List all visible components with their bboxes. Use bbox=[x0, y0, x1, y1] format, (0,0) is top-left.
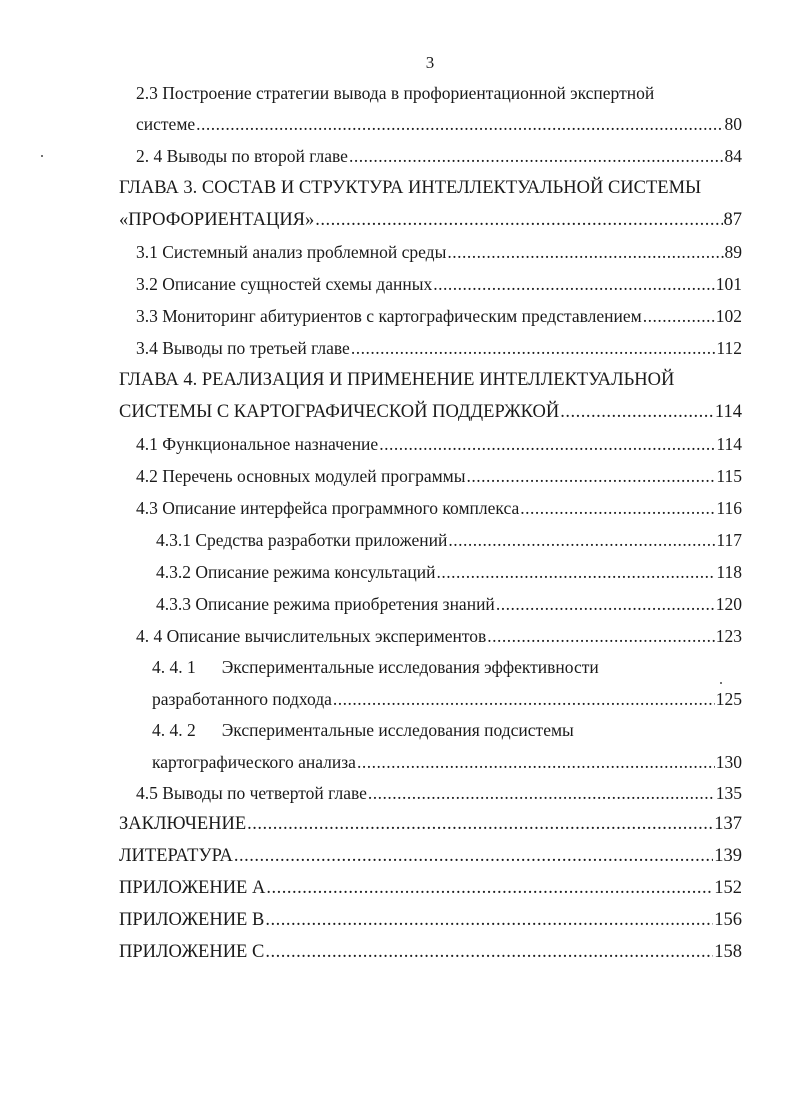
toc-entry-number: 4. 4. 2 bbox=[152, 720, 196, 740]
toc-entry-title: 4.3.3 Описание режима приобретения знаний bbox=[156, 594, 495, 614]
dot-leader bbox=[357, 746, 715, 778]
toc-entry-title: 4.1 Функциональное назначение bbox=[136, 434, 379, 454]
toc-entry-title: СИСТЕМЫ С КАРТОГРАФИЧЕСКОЙ ПОДДЕРЖКОЙ bbox=[119, 402, 560, 422]
dot-leader bbox=[265, 904, 713, 936]
toc-page-number: 158 bbox=[714, 942, 742, 962]
toc-entry-title: 4.3.2 Описание режима консультаций bbox=[156, 562, 436, 582]
dot-leader bbox=[196, 108, 723, 140]
toc-page-number: 117 bbox=[716, 530, 742, 550]
toc-entry-4-3 bbox=[136, 492, 742, 524]
dot-leader bbox=[643, 300, 715, 332]
toc-chapter-3-title: ГЛАВА 3. СОСТАВ И СТРУКТУРА ИНТЕЛЛЕКТУАЛЬНОЙ СИСТЕМЫ bbox=[119, 178, 702, 198]
dot-leader bbox=[520, 492, 715, 524]
dot-leader bbox=[487, 620, 714, 652]
toc-entry-title: 3.1 Системный анализ проблемной среды bbox=[136, 242, 447, 262]
dot-leader bbox=[436, 556, 715, 588]
toc-entry-title: ЛИТЕРАТУРА bbox=[119, 846, 233, 866]
toc-page-number: 120 bbox=[715, 594, 742, 614]
dot-leader bbox=[351, 332, 716, 364]
toc-entry-title: 4.5 Выводы по четвертой главе bbox=[136, 783, 367, 803]
toc-page-number: 116 bbox=[716, 498, 742, 518]
toc-page-number: 130 bbox=[715, 752, 742, 772]
toc-page-number: 135 bbox=[715, 783, 742, 803]
toc-entry-3-4 bbox=[136, 332, 742, 364]
toc-entry-title: 4.2 Перечень основных модулей программы bbox=[136, 466, 466, 486]
dot-leader bbox=[379, 428, 715, 460]
toc-entry-4-3-1 bbox=[156, 524, 742, 556]
toc-page-number: 112 bbox=[716, 338, 742, 358]
toc-entry-4-3-3 bbox=[156, 588, 742, 620]
toc-entry-title: ПРИЛОЖЕНИЕ C bbox=[119, 942, 265, 962]
toc-entry-4-1 bbox=[136, 428, 742, 460]
toc-entry-4-4-1 bbox=[152, 683, 742, 715]
dot-leader bbox=[496, 588, 715, 620]
toc-entry-2-4 bbox=[136, 140, 742, 172]
toc-entry-4-4-1-heading bbox=[152, 651, 599, 683]
dot-leader bbox=[234, 840, 713, 872]
toc-entry-title: «ПРОФОРИЕНТАЦИЯ» bbox=[119, 210, 315, 230]
toc-page-number: 118 bbox=[716, 562, 742, 582]
toc-page-number: 101 bbox=[715, 274, 742, 294]
toc-chapter-3 bbox=[119, 204, 742, 236]
toc-entry-4-5 bbox=[136, 777, 742, 809]
toc-page-number: 123 bbox=[715, 626, 742, 646]
toc-entry-title: системе bbox=[136, 114, 196, 134]
dot-leader bbox=[333, 683, 715, 715]
toc-appendix-a bbox=[119, 872, 742, 904]
dot-leader bbox=[315, 204, 722, 236]
toc-page-number: 137 bbox=[714, 814, 742, 834]
toc-chapter-4 bbox=[119, 396, 742, 428]
toc-entry-3-3 bbox=[136, 300, 742, 332]
toc-literature bbox=[119, 840, 742, 872]
toc-entry-title: 3.2 Описание сущностей схемы данных bbox=[136, 274, 433, 294]
toc-entry-title: Экспериментальные исследования эффективности bbox=[221, 657, 599, 677]
toc-page-number: 115 bbox=[716, 466, 742, 486]
toc-entry-title: разработанного подхода bbox=[152, 689, 332, 709]
dot-leader bbox=[265, 936, 713, 968]
toc-conclusion bbox=[119, 808, 742, 840]
toc-page-number: 84 bbox=[724, 146, 742, 166]
toc-entry-title: ЗАКЛЮЧЕНИЕ bbox=[119, 814, 247, 834]
toc-entry-2-3-title: 2.3 Построение стратегии вывода в профориентационной экспертной bbox=[136, 83, 655, 103]
toc-chapter-4-title: ГЛАВА 4. РЕАЛИЗАЦИЯ И ПРИМЕНЕНИЕ ИНТЕЛЛЕКТУАЛЬНОЙ bbox=[119, 370, 675, 390]
toc-page-number: 152 bbox=[714, 878, 742, 898]
dot-leader bbox=[247, 808, 713, 840]
toc-entry-title: 4. 4 Описание вычислительных экспериментов bbox=[136, 626, 487, 646]
toc-entry-number: 4. 4. 1 bbox=[152, 657, 196, 677]
dot-leader bbox=[447, 236, 723, 268]
toc-page-number: 80 bbox=[724, 114, 742, 134]
toc-page-number: 114 bbox=[716, 434, 742, 454]
toc-entry-title: ПРИЛОЖЕНИЕ B bbox=[119, 910, 265, 930]
dot-leader bbox=[560, 396, 714, 428]
toc-entry-title: Экспериментальные исследования подсистемы bbox=[221, 720, 574, 740]
toc-entry-title: картографического анализа bbox=[152, 752, 356, 772]
toc-entry-4-4 bbox=[136, 620, 742, 652]
toc-entry-4-4-2 bbox=[152, 746, 742, 778]
toc-page-number: 156 bbox=[714, 910, 742, 930]
dot-leader bbox=[266, 872, 713, 904]
toc-entry-4-2 bbox=[136, 460, 742, 492]
dot-leader bbox=[368, 777, 715, 809]
toc-page-number: 102 bbox=[715, 306, 742, 326]
dot-leader bbox=[467, 460, 716, 492]
dot-leader bbox=[433, 268, 715, 300]
toc-entry-title: 4.3.1 Средства разработки приложений bbox=[156, 530, 448, 550]
toc-entry-3-2 bbox=[136, 268, 742, 300]
toc-appendix-b bbox=[119, 904, 742, 936]
toc-entry-4-3-2 bbox=[156, 556, 742, 588]
toc-page-number: 139 bbox=[714, 846, 742, 866]
toc-entry-2-3 bbox=[136, 108, 742, 140]
toc-entry-4-4-2-heading bbox=[152, 714, 574, 746]
toc-page-number: 87 bbox=[723, 210, 742, 230]
dot-leader bbox=[349, 140, 724, 172]
toc-entry-3-1 bbox=[136, 236, 742, 268]
toc-entry-title: 2. 4 Выводы по второй главе bbox=[136, 146, 348, 166]
toc-appendix-c bbox=[119, 936, 742, 968]
toc-entry-title: ПРИЛОЖЕНИЕ A bbox=[119, 878, 266, 898]
scan-speck bbox=[41, 155, 43, 157]
toc-page-number: 125 bbox=[715, 689, 742, 709]
dot-leader bbox=[448, 524, 715, 556]
toc-page-number: 89 bbox=[724, 242, 742, 262]
toc-entry-title: 3.3 Мониторинг абитуриентов с картографическим представлением bbox=[136, 306, 642, 326]
page-number: 3 bbox=[425, 53, 435, 72]
toc-entry-title: 4.3 Описание интерфейса программного комплекса bbox=[136, 498, 520, 518]
toc-entry-title: 3.4 Выводы по третьей главе bbox=[136, 338, 350, 358]
toc-page-number: 114 bbox=[714, 402, 742, 422]
